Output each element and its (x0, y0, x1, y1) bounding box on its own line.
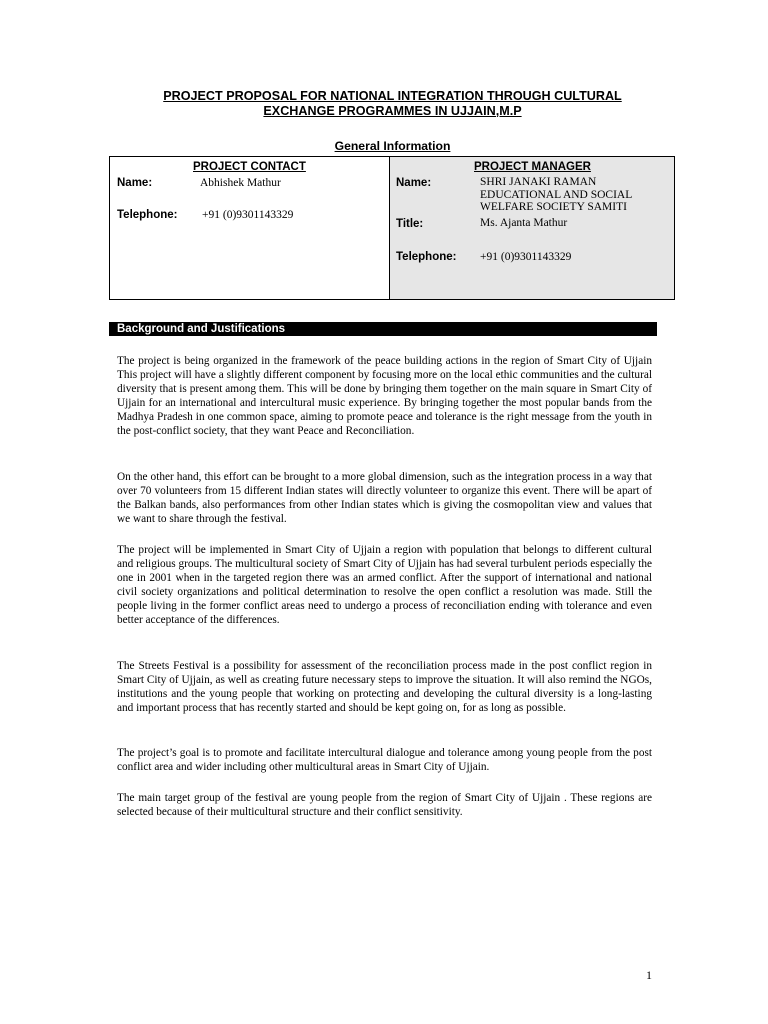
document-title (110, 89, 675, 118)
title-line-2: EXCHANGE PROGRAMMES IN UJJAIN,M.P (263, 103, 522, 118)
paragraph-5: The project’s goal is to promote and facilitate intercultural dialogue and tolerance among young people from the post conflict area and wider including other multicultural areas in Smart City of Ujjain. (117, 747, 652, 774)
background-section-heading: Background and Justifications (109, 322, 657, 336)
manager-name-line-3: WELFARE SOCIETY SAMITI (480, 201, 627, 213)
general-info-table (109, 156, 675, 300)
manager-title-value: Ms. Ajanta Mathur (480, 217, 568, 229)
manager-name-label: Name: (396, 177, 432, 189)
paragraph-3: The project will be implemented in Smart City of Ujjain a region with population that belongs to different cultural and religious groups. The multicultural society of Smart City of Ujjain has had several turbulent periods especially the one in 2001 when in the targeted region there was an armed conflict. After the support of international and national civil society organizations and political determination to resolve the open conflict a resolution was made. Still the people living in the former conflict areas need to undergo a process of reconciliation ending with tolerance and even better acceptance of the differences. (117, 544, 653, 627)
general-info-heading: General Information (334, 139, 451, 153)
manager-name-line-2: EDUCATIONAL AND SOCIAL (480, 188, 633, 201)
project-manager-column (390, 157, 674, 299)
paragraph-2: On the other hand, this effort can be brought to a more global dimension, such as the integration process in a way that over 70 volunteers from 15 different Indian states will directly volunteer to organize this event. There will be apart of the Balkan bands, also performances from other Indian states which is giving the cosmopolitan view and values that we want to share through the festival. (117, 471, 652, 526)
contact-name-value: Abhishek Mathur (200, 177, 281, 189)
project-manager-heading: PROJECT MANAGER (474, 161, 591, 173)
title-line-1: PROJECT PROPOSAL FOR NATIONAL INTEGRATION THROUGH CULTURAL (163, 89, 622, 103)
page-number: 1 (646, 968, 652, 982)
manager-title-label: Title: (396, 218, 424, 230)
manager-telephone-label: Telephone: (396, 251, 457, 263)
manager-name-line-1: SHRI JANAKI RAMAN (480, 176, 597, 188)
contact-telephone-value: +91 (0)9301143329 (202, 209, 294, 221)
paragraph-6: The main target group of the festival are young people from the region of Smart City of Ujjain . These regions are selected because of their multicultural structure and their conflict sensitivity. (117, 792, 652, 819)
paragraph-1: The project is being organized in the framework of the peace building actions in the region of Smart City of Ujjain This project will have a slightly different component by focusing more on the local ethic communities and the cultural diversity that is present among them. This will be done by bringing them together on the main square in Smart City of Ujjain for an international and intercultural music experience. By bringing together the most popular bands from the Madhya Pradesh in one common space, aiming to promote peace and tolerance is the right message from the youth in the post-conflict society, that they want Peace and Reconciliation. (117, 355, 652, 438)
project-contact-column (110, 157, 390, 299)
manager-telephone-value: +91 (0)9301143329 (480, 251, 572, 263)
paragraph-4: The Streets Festival is a possibility for assessment of the reconciliation process made in the post conflict region in Smart City of Ujjain, as well as creating future necessary steps to improve the situation. It will also remind the NGOs, institutions and the young people that working on protecting and developing the cultural diversity is a long-lasting and important process that has recently started and should be kept going on, for as long as possible. (117, 660, 652, 715)
contact-name-label: Name: (117, 177, 153, 189)
manager-name-value (480, 176, 632, 214)
project-contact-heading: PROJECT CONTACT (193, 161, 306, 173)
contact-telephone-label: Telephone: (117, 209, 178, 221)
